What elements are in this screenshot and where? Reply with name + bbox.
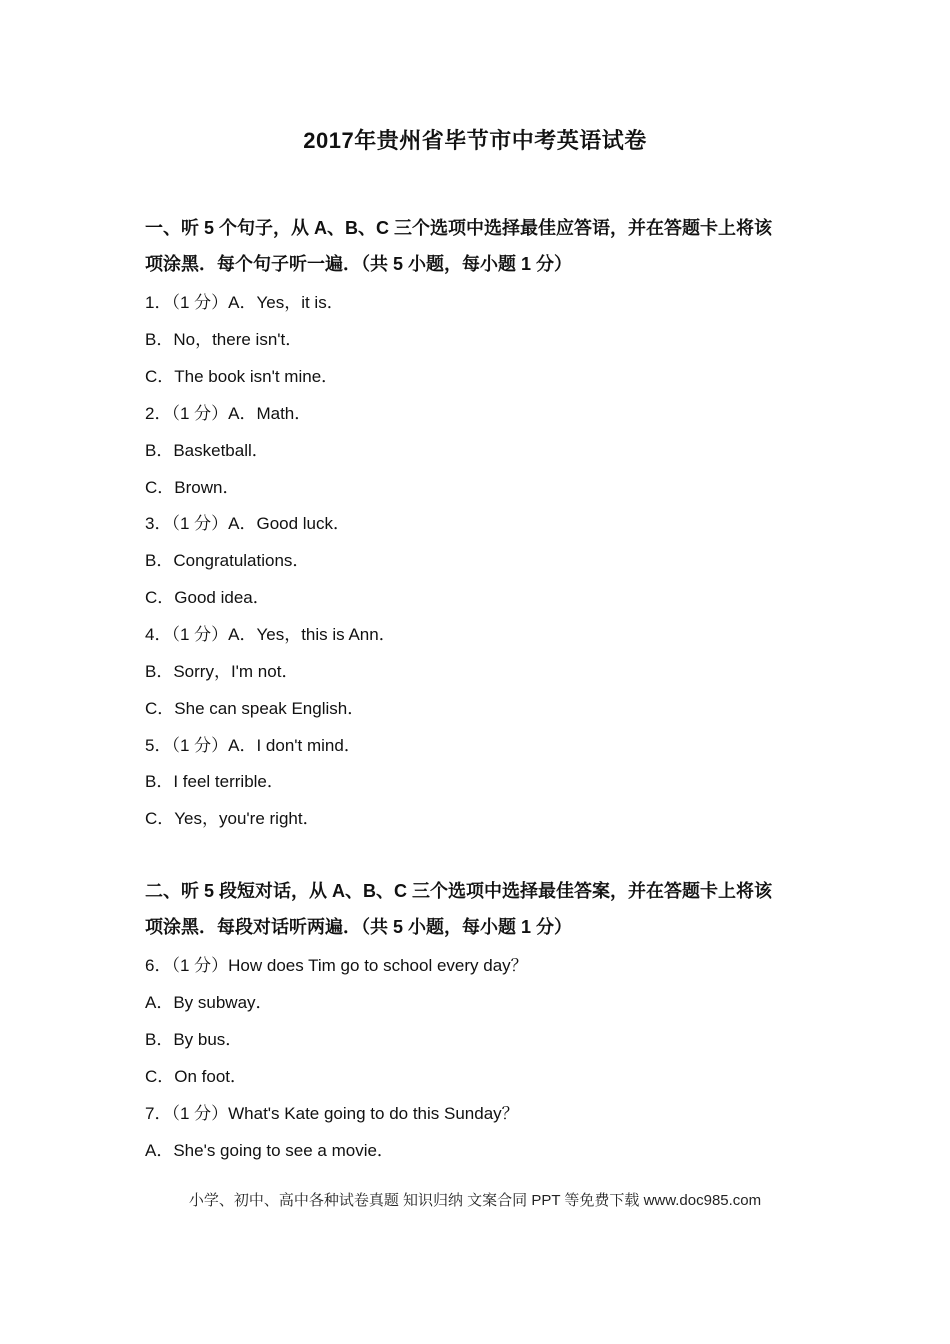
question-1-option-b: B．No，there isn't． <box>145 330 303 349</box>
section-1-line-1: 一、听 5 个句子，从 A、B、C 三个选项中选择最佳应答语，并在答题卡上将该 <box>145 218 773 238</box>
page-title: 2017年贵州省毕节市中考英语试卷 <box>303 128 647 153</box>
section-2-line-2: 项涂黑．每段对话听两遍．（共 5 小题，每小题 1 分） <box>145 917 573 937</box>
question-7-stem: 7．（1 分）What's Kate going to do this Sunday？ <box>145 1104 519 1123</box>
section-1-line-2: 项涂黑．每个句子听一遍．（共 5 小题，每小题 1 分） <box>145 254 573 274</box>
question-4-option-a: 4．（1 分）A．Yes，this is Ann． <box>145 625 396 644</box>
page-footer: 小学、初中、高中各种试卷真题 知识归纳 文案合同 PPT 等免费下载 www.doc985.com <box>188 1192 762 1209</box>
question-3-option-a: 3．（1 分）A．Good luck． <box>145 514 351 533</box>
question-6-option-a: A．By subway． <box>145 993 273 1012</box>
question-5-option-c: C．Yes，you're right． <box>145 809 320 828</box>
question-2-option-b: B．Basketball． <box>145 441 269 460</box>
question-1-option-c: C．The book isn't mine． <box>145 367 339 386</box>
question-6-stem: 6．（1 分）How does Tim go to school every day？ <box>145 956 528 975</box>
section-2-line-1: 二、听 5 段短对话，从 A、B、C 三个选项中选择最佳答案，并在答题卡上将该 <box>145 881 773 901</box>
question-2-option-a: 2．（1 分）A．Math． <box>145 404 312 423</box>
question-4-option-b: B．Sorry，I'm not． <box>145 662 299 681</box>
question-6-option-c: C．On foot． <box>145 1067 248 1086</box>
question-3-option-b: B．Congratulations． <box>145 551 310 570</box>
question-5-option-b: B．I feel terrible． <box>145 772 284 791</box>
section-1-instructions <box>145 210 825 282</box>
question-1-option-a: 1．（1 分）A．Yes，it is． <box>145 293 344 312</box>
question-5-option-a: 5．（1 分）A．I don't mind． <box>145 736 361 755</box>
question-3-option-c: C．Good idea． <box>145 588 270 607</box>
question-7-option-a: A．She's going to see a movie． <box>145 1141 394 1160</box>
question-2-option-c: C．Brown． <box>145 478 240 497</box>
section-2-instructions <box>145 873 825 945</box>
question-4-option-c: C．She can speak English． <box>145 699 365 718</box>
question-6-option-b: B．By bus． <box>145 1030 243 1049</box>
